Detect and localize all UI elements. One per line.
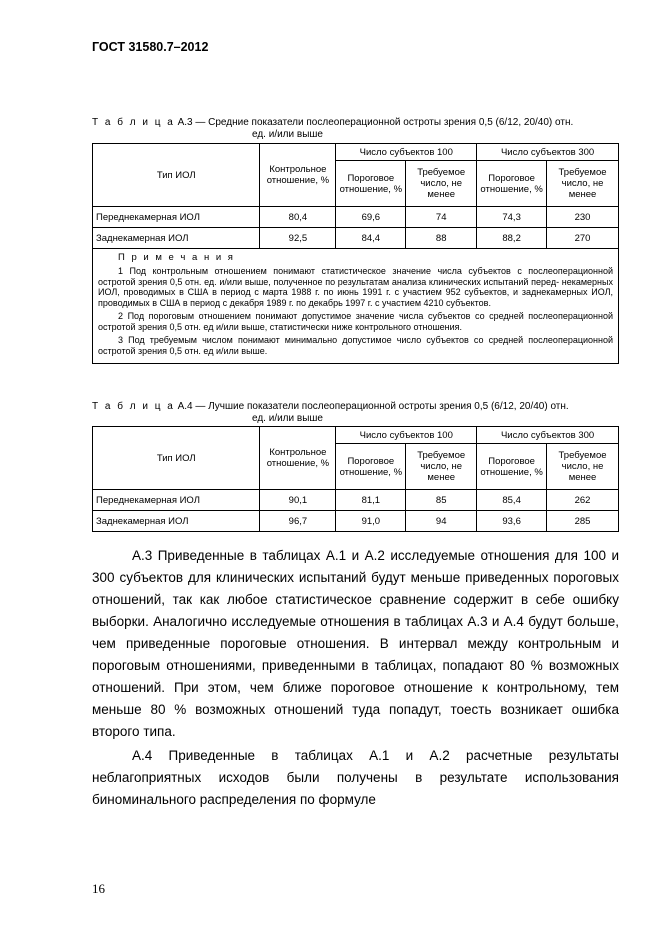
- group-100-header: Число субъектов 100: [336, 144, 477, 161]
- group-100-header: Число субъектов 100: [336, 427, 477, 444]
- paragraph-a3: А.3 Приведенные в таблицах А.1 и А.2 исследуемые отношения для 100 и 300 субъектов для клинических испытаний будут меньше приведенных пороговых отношений, так как любое статистическое сравнение содержит в себе ошибку выборки. Аналогично исследуемые отношения в таблицах А.3 и А.4 будут больше, чем приведенные пороговые отношения. В интервал между контрольным и пороговым отношениями, приведенными в таблицах, попадают 80 % возможных отношений. При этом, чем ближе пороговое отношение к контрольному, тем меньше 80 % возможных отношений туда попадут, тоесть возникает ошибка второго типа.: [92, 548, 619, 739]
- table-a3-caption-text: А.3 — Средние показатели послеоперационной остроты зрения 0,5 (6/12, 20/40) отн.: [177, 117, 574, 128]
- note-3: 3 Под требуемым числом понимают минимально допустимое число субъектов со средней послеоперационной остротой зрения 0,5 отн. ед и/или выше.: [98, 335, 613, 356]
- table-a3-caption: [92, 117, 619, 141]
- col-required-100-header: Требуемое число, не менее: [406, 444, 477, 490]
- paragraph-a4: А.4 Приведенные в таблицах А.1 и А.2 расчетные результаты неблагоприятных исходов были получены в результате использования биноминального распределения по формуле: [92, 748, 619, 807]
- note-1: 1 Под контрольным отношением понимают статистическое значение числа субъектов с послеоперационной остротой зрения 0,5 отн. ед. и/или выше, полученное по результатам анализа клинических испытаний перед- некамерных ИОЛ, проводимых в США в период с марта 1988 г. по июнь 1991 г. с участием 952 субъектов, и заднекамерных ИОЛ, проводимых в США в период с декабря 1989 г. по декабрь 1997 г. с участием 4210 субъектов.: [98, 266, 613, 308]
- table-a4-caption: [92, 401, 619, 425]
- table-a3-caption-cont: ед. и/или выше: [252, 129, 323, 140]
- body-text: [92, 545, 619, 813]
- table-a3-notes: [93, 249, 619, 364]
- page-number: 16: [92, 881, 105, 896]
- col-required-100-header: Требуемое число, не менее: [406, 161, 477, 207]
- col-required-300-header: Требуемое число, не менее: [547, 444, 619, 490]
- table-row: Заднекамерная ИОЛ 96,7 91,0 94 93,6 285: [93, 511, 619, 532]
- col-threshold-300-header: Пороговое отношение, %: [477, 444, 547, 490]
- col-threshold-100-header: Пороговое отношение, %: [336, 444, 406, 490]
- table-a4-caption-cont: ед. и/или выше: [252, 413, 323, 424]
- table-a4-caption-text: А.4 — Лучшие показатели послеоперационной остроты зрения 0,5 (6/12, 20/40) отн.: [177, 401, 569, 412]
- col-control-header: Контрольное отношение, %: [260, 427, 336, 490]
- notes-title: П р и м е ч а н и я: [118, 252, 235, 263]
- col-threshold-100-header: Пороговое отношение, %: [336, 161, 406, 207]
- table-a3: [92, 143, 619, 364]
- table-row: Заднекамерная ИОЛ 92,5 84,4 88 88,2 270: [93, 228, 619, 249]
- col-threshold-300-header: Пороговое отношение, %: [477, 161, 547, 207]
- table-row: Переднекамерная ИОЛ 80,4 69,6 74 74,3 230: [93, 207, 619, 228]
- col-control-header: Контрольное отношение, %: [260, 144, 336, 207]
- table-a3-caption-label: Т а б л и ц а: [92, 117, 175, 128]
- table-row: Переднекамерная ИОЛ 90,1 81,1 85 85,4 262: [93, 490, 619, 511]
- col-type-header: Тип ИОЛ: [93, 144, 260, 207]
- table-a4-caption-label: Т а б л и ц а: [92, 401, 175, 412]
- note-2: 2 Под пороговым отношением понимают допустимое значение числа субъектов со средней послеоперационной остротой зрения 0,5 отн. ед и/или выше, статистически ниже контрольного отношения.: [98, 311, 613, 332]
- group-300-header: Число субъектов 300: [477, 427, 619, 444]
- col-required-300-header: Требуемое число, не менее: [547, 161, 619, 207]
- table-a4: [92, 426, 619, 532]
- group-300-header: Число субъектов 300: [477, 144, 619, 161]
- page-header: ГОСТ 31580.7–2012: [92, 40, 209, 54]
- col-type-header: Тип ИОЛ: [93, 427, 260, 490]
